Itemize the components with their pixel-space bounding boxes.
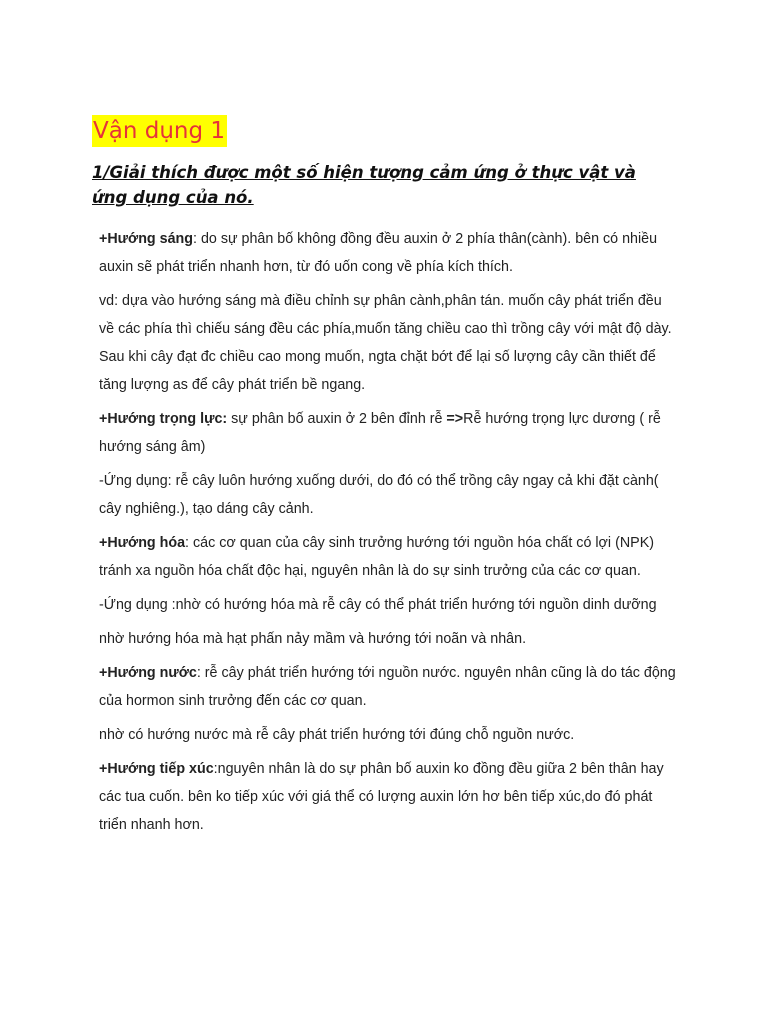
paragraph-lead: +Hướng tiếp xúc (99, 761, 214, 777)
paragraph-text: -Ứng dụng :nhờ có hướng hóa mà rễ cây có thể phát triển hướng tới nguồn dinh dưỡng (99, 597, 657, 613)
paragraph-huong-trong-luc (99, 405, 677, 461)
paragraph-lead: +Hướng nước (99, 665, 197, 681)
paragraph-huong-nuoc (99, 659, 677, 715)
paragraph-lead: +Hướng sáng (99, 231, 193, 247)
paragraph-text: : các cơ quan của cây sinh trưởng hướng tới nguồn hóa chất có lợi (NPK) tránh xa nguồn hóa chất độc hại, nguyên nhân là do sự sinh trưởng của các cơ quan. (99, 535, 654, 579)
paragraph-text: sự phân bố auxin ở 2 bên đỉnh rễ (227, 411, 447, 427)
paragraph-text: nhờ có hướng nước mà rễ cây phát triển hướng tới đúng chỗ nguồn nước. (99, 727, 575, 743)
paragraph-lead: +Hướng hóa (99, 535, 186, 551)
paragraph-huong-sang (99, 225, 677, 281)
paragraph-huong-tiep-xuc (99, 755, 677, 839)
arrow-symbol: => (446, 411, 464, 427)
paragraph-text: : rễ cây phát triển hướng tới nguồn nước. nguyên nhân cũng là do tác động của hormon sinh trưởng đến các cơ quan. (99, 665, 676, 709)
paragraph-huong-nuoc-application (99, 721, 677, 749)
paragraph-text: vd: dựa vào hướng sáng mà điều chỉnh sự phân cành,phân tán. muốn cây phát triển đều về các phía thì chiếu sáng đều các phía,muốn tăng chiều cao thì trồng cây với mật độ dày. Sau khi cây đạt đc chiều cao mong muốn, ngta chặt bớt để lại số lượng cây cần thiết để tăng lượng as để cây phát triển bề ngang. (99, 293, 672, 393)
paragraph-text-tail: Rễ hướng trọng lực dương ( rễ hướng sáng âm) (99, 411, 661, 455)
section-heading: 1/Giải thích được một số hiện tượng cảm ứng ở thực vật và ứng dụng của nó. (92, 163, 636, 207)
paragraph-huong-hoa-pollen (99, 625, 677, 653)
paragraph-lead: +Hướng trọng lực: (99, 411, 228, 427)
paragraph-huong-hoa-application (99, 591, 677, 619)
paragraph-trong-luc-application (99, 467, 677, 523)
page-title: Vận dụng 1 (92, 115, 227, 147)
paragraph-text: -Ứng dụng: rễ cây luôn hướng xuống dưới, do đó có thể trồng cây ngay cả khi đặt cành( cây nghiêng.), tạo dáng cây cảnh. (99, 473, 659, 517)
paragraph-text: nhờ hướng hóa mà hạt phấn nảy mầm và hướng tới noãn và nhân. (99, 631, 527, 647)
document-body (99, 225, 677, 845)
paragraph-text: : do sự phân bố không đồng đều auxin ở 2 phía thân(cành). bên có nhiều auxin sẽ phát triển nhanh hơn, từ đó uốn cong về phía kích thích. (99, 231, 658, 275)
paragraph-text: :nguyên nhân là do sự phân bố auxin ko đồng đều giữa 2 bên thân hay các tua cuốn. bên ko tiếp xúc với giá thể có lượng auxin lớn hơ bên tiếp xúc,do đó phát triển nhanh hơn. (99, 761, 664, 833)
paragraph-huong-hoa (99, 529, 677, 585)
paragraph-huong-sang-example (99, 287, 677, 399)
